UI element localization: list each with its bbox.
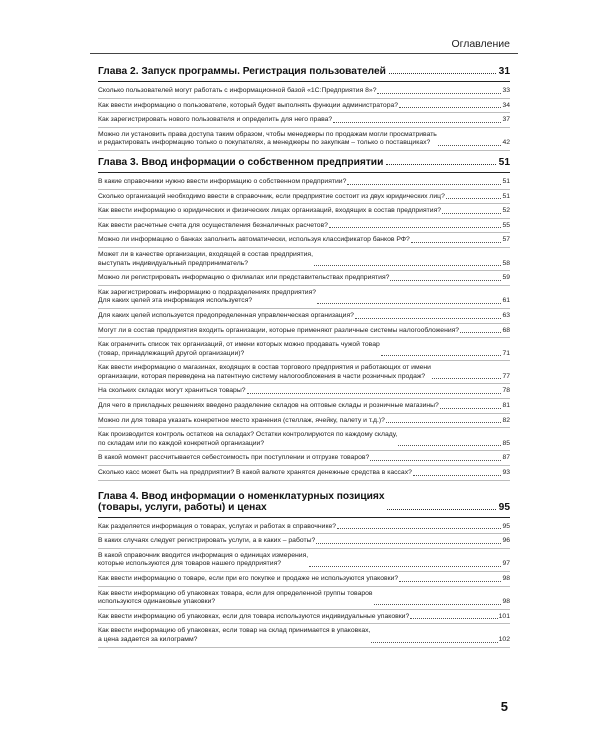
leader-dots bbox=[347, 184, 501, 185]
chapter-page: 95 bbox=[498, 501, 510, 513]
toc-entry bbox=[98, 309, 510, 324]
toc-entry bbox=[98, 338, 510, 361]
entry-page: 34 bbox=[502, 101, 510, 109]
leader-dots bbox=[374, 604, 502, 605]
leader-dots bbox=[355, 318, 501, 319]
leader-dots bbox=[389, 73, 496, 74]
leader-dots bbox=[386, 164, 495, 165]
toc-entry bbox=[98, 587, 510, 610]
chapter-page: 51 bbox=[498, 156, 510, 168]
entry-page: 77 bbox=[502, 372, 510, 380]
entry-text: Как ввести расчетные счета для осуществления безналичных расчетов? bbox=[98, 221, 328, 229]
leader-dots bbox=[411, 242, 502, 243]
table-of-contents bbox=[98, 64, 510, 648]
leader-dots bbox=[377, 93, 501, 94]
leader-dots bbox=[386, 422, 501, 423]
entry-page: 102 bbox=[498, 635, 510, 643]
entry-page: 42 bbox=[502, 139, 510, 147]
running-header: Оглавление bbox=[451, 38, 510, 50]
entry-page: 33 bbox=[502, 87, 510, 94]
entry-text: Как ввести информацию об упаковках, если товар на склад принимается в упаковках, а цена задается за килограмм? bbox=[98, 627, 371, 643]
toc-entry bbox=[98, 624, 510, 647]
entry-text: Могут ли в состав предприятия входить организации, которые применяют различные системы налогообложения? bbox=[98, 326, 460, 334]
entry-text: Можно ли установить права доступа таким образом, чтобы менеджеры по продажам могли просматривать и редактировать информацию только о покупателях, а менеджеры по закупкам – только о поставщиках? bbox=[98, 130, 437, 147]
entry-text: Может ли в качестве организации, входящей в состав предприятия, выступать индивидуальный предприниматель? bbox=[98, 250, 313, 267]
leader-dots bbox=[333, 122, 501, 123]
entry-text: Сколько организаций необходимо ввести в справочник, если предприятие состоит из двух юридических лиц? bbox=[98, 192, 445, 200]
entry-text: Как ввести информацию о магазинах, входящих в состав торгового предприятия и работающих от имени организации, которая переведена на патентную систему налогообложения в части розничных продаж? bbox=[98, 364, 431, 380]
entry-page: 52 bbox=[502, 207, 510, 215]
leader-dots bbox=[309, 566, 501, 567]
entry-text: На скольких складах могут храниться товары? bbox=[98, 387, 246, 395]
entry-page: 87 bbox=[502, 454, 510, 462]
toc-entry bbox=[98, 549, 510, 572]
entry-page: 98 bbox=[502, 575, 510, 582]
entry-page: 71 bbox=[502, 349, 510, 357]
toc-entry bbox=[98, 466, 510, 481]
toc-entry bbox=[98, 572, 510, 587]
toc-entry bbox=[98, 84, 510, 99]
entry-page: 101 bbox=[498, 612, 510, 620]
chapter-2-heading bbox=[98, 66, 510, 82]
leader-dots bbox=[438, 145, 502, 146]
entry-text: Как зарегистрировать нового пользователя и определить для него права? bbox=[98, 116, 333, 124]
toc-entry bbox=[98, 248, 510, 271]
entry-page: 55 bbox=[502, 221, 510, 229]
leader-dots bbox=[247, 393, 502, 394]
chapter-3-heading bbox=[98, 157, 510, 173]
header-rule bbox=[90, 53, 518, 54]
entry-page: 58 bbox=[502, 259, 510, 267]
entry-text: Сколько касс может быть на предприятии? В какой валюте хранятся денежные средства в кассах? bbox=[98, 469, 412, 477]
toc-entry bbox=[98, 414, 510, 429]
toc-entry bbox=[98, 233, 510, 248]
chapter-3-items bbox=[98, 175, 510, 481]
entry-text: В какой момент рассчитывается себестоимость при поступлении и отгрузке товаров? bbox=[98, 454, 370, 462]
chapter-title: Глава 4. Ввод информации о номенклатурных позициях (товары, услуги, работы) и ценах bbox=[98, 490, 385, 513]
entry-page: 96 bbox=[502, 537, 510, 545]
entry-page: 82 bbox=[502, 416, 510, 424]
entry-page: 95 bbox=[502, 522, 510, 530]
entry-text: Сколько пользователей могут работать с информационной базой «1С:Предприятия 8»? bbox=[98, 87, 377, 94]
entry-page: 98 bbox=[502, 598, 510, 606]
leader-dots bbox=[329, 227, 501, 228]
leader-dots bbox=[399, 581, 501, 582]
entry-page: 61 bbox=[502, 297, 510, 305]
entry-page: 93 bbox=[502, 469, 510, 477]
toc-entry bbox=[98, 190, 510, 205]
leader-dots bbox=[432, 378, 501, 379]
entry-text: Для чего в прикладных решениях введено разделение складов на оптовые склады и розничные магазины? bbox=[98, 402, 439, 410]
leader-dots bbox=[381, 355, 502, 356]
leader-dots bbox=[413, 475, 502, 476]
leader-dots bbox=[410, 618, 497, 619]
leader-dots bbox=[442, 213, 501, 214]
chapter-4-items bbox=[98, 520, 510, 648]
entry-text: Можно ли регистрировать информацию о филиалах или представительствах предприятия? bbox=[98, 274, 390, 282]
toc-entry bbox=[98, 520, 510, 535]
entry-page: 37 bbox=[502, 116, 510, 124]
entry-text: Как зарегистрировать информацию о подразделениях предприятия? Для каких целей эта информация используется? bbox=[98, 288, 317, 305]
entry-text: Как ограничить список тех организаций, от имени которых можно продавать чужой товар (товар, принадлежащий другой организации)? bbox=[98, 341, 380, 357]
leader-dots bbox=[337, 528, 501, 529]
toc-entry bbox=[98, 204, 510, 219]
leader-dots bbox=[460, 332, 501, 333]
entry-text: Как разделяется информация о товарах, услугах и работах в справочнике? bbox=[98, 522, 337, 530]
toc-entry bbox=[98, 428, 510, 451]
chapter-4-heading bbox=[98, 491, 510, 518]
toc-entry bbox=[98, 384, 510, 399]
toc-entry bbox=[98, 610, 510, 625]
entry-page: 68 bbox=[502, 326, 510, 334]
entry-text: Как ввести информацию о пользователе, который будет выполнять функции администратора? bbox=[98, 101, 399, 109]
entry-page: 81 bbox=[502, 402, 510, 410]
entry-text: Как производится контроль остатков на складах? Остатки контролируются по каждому складу, по складам или по каждой конкретной организации? bbox=[98, 431, 398, 447]
entry-page: 51 bbox=[502, 177, 510, 185]
chapter-2-items bbox=[98, 84, 510, 151]
leader-dots bbox=[314, 265, 501, 266]
leader-dots bbox=[399, 107, 501, 108]
page-number: 5 bbox=[500, 699, 508, 714]
leader-dots bbox=[370, 460, 501, 461]
toc-entry bbox=[98, 361, 510, 384]
leader-dots bbox=[317, 303, 501, 304]
leader-dots bbox=[316, 543, 501, 544]
toc-entry bbox=[98, 451, 510, 466]
leader-dots bbox=[440, 408, 502, 409]
entry-page: 57 bbox=[502, 236, 510, 244]
entry-text: В какие справочники нужно ввести информацию о собственном предприятии? bbox=[98, 177, 347, 185]
entry-text: В каких случаях следует регистрировать услуги, а в каких – работы? bbox=[98, 537, 316, 545]
entry-page: 63 bbox=[502, 311, 510, 319]
toc-entry bbox=[98, 175, 510, 190]
leader-dots bbox=[371, 642, 497, 643]
leader-dots bbox=[398, 445, 501, 446]
toc-entry bbox=[98, 271, 510, 286]
toc-entry bbox=[98, 128, 510, 151]
toc-entry bbox=[98, 324, 510, 339]
entry-page: 51 bbox=[502, 192, 510, 200]
entry-text: Можно ли информацию о банках заполнить автоматически, используя классификатор банков РФ? bbox=[98, 236, 410, 244]
entry-text: Как ввести информацию о товаре, если при его покупке и продаже не используются упаковки? bbox=[98, 575, 399, 582]
entry-text: Как ввести информацию о юридических и физических лицах организаций, входящих в состав предприятия? bbox=[98, 207, 442, 215]
entry-text: В какой справочник вводится информация о единицах измерения, которые используются для товаров нашего предприятия? bbox=[98, 551, 309, 568]
entry-page: 59 bbox=[502, 274, 510, 282]
toc-entry bbox=[98, 113, 510, 128]
leader-dots bbox=[387, 509, 495, 510]
chapter-title: Глава 3. Ввод информации о собственном предприятии bbox=[98, 156, 384, 168]
entry-text: Как ввести информацию об упаковках товара, если для определенной группы товаров используются одинаковые упаковки? bbox=[98, 589, 373, 606]
entry-page: 85 bbox=[502, 439, 510, 447]
toc-entry bbox=[98, 534, 510, 549]
toc-entry bbox=[98, 99, 510, 114]
toc-entry bbox=[98, 286, 510, 309]
leader-dots bbox=[446, 198, 502, 199]
entry-page: 97 bbox=[502, 560, 510, 568]
chapter-title: Глава 2. Запуск программы. Регистрация пользователей bbox=[98, 66, 386, 77]
entry-text: Можно ли для товара указать конкретное место хранения (стеллаж, ячейку, палету и т.д.)? bbox=[98, 416, 385, 424]
leader-dots bbox=[390, 280, 501, 281]
entry-page: 78 bbox=[502, 387, 510, 395]
entry-text: Как ввести информацию об упаковках, если для товара используются индивидуальные упаковки? bbox=[98, 612, 410, 620]
chapter-page: 31 bbox=[498, 66, 510, 77]
toc-entry bbox=[98, 219, 510, 234]
toc-entry bbox=[98, 399, 510, 414]
entry-text: Для каких целей используется предопределенная управленческая организация? bbox=[98, 311, 354, 319]
